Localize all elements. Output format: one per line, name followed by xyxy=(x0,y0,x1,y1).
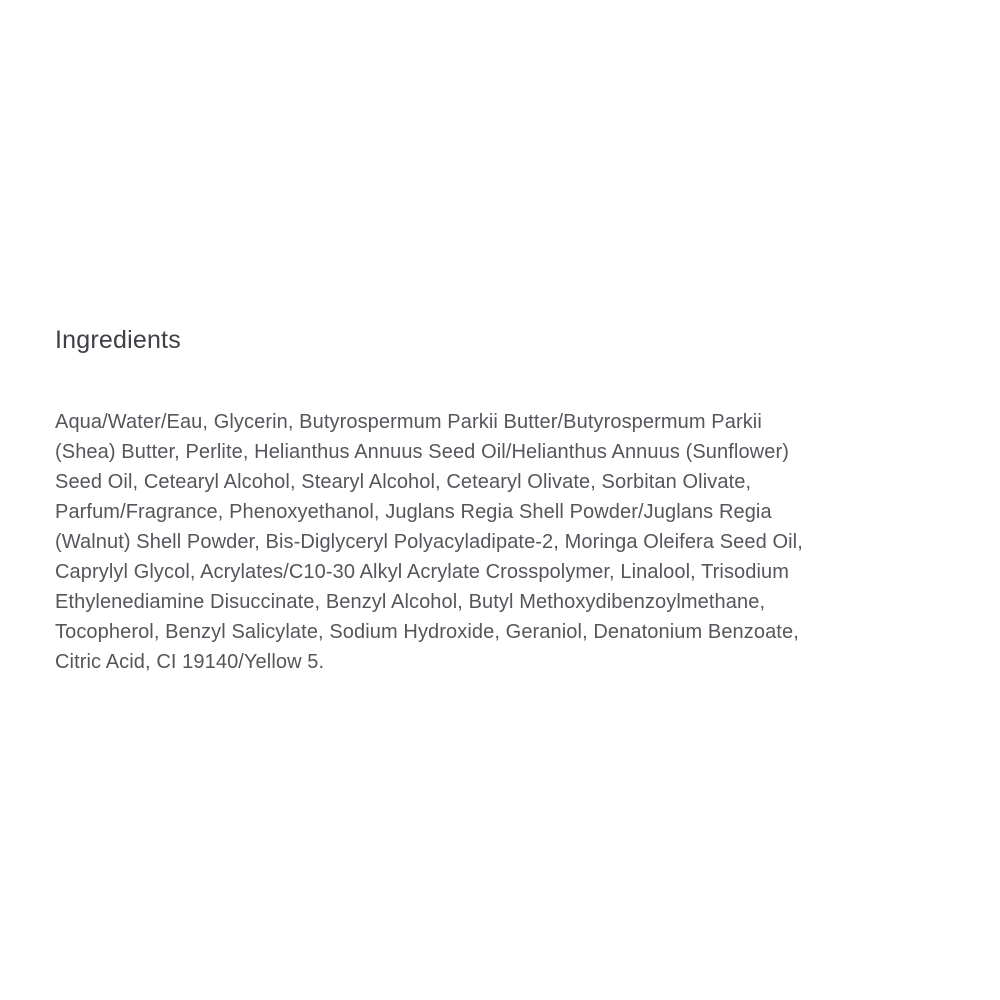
ingredients-line: Ethylenediamine Disuccinate, Benzyl Alcohol, Butyl Methoxydibenzoylmethane, xyxy=(55,591,766,613)
ingredients-line: (Walnut) Shell Powder, Bis-Diglyceryl Polyacyladipate-2, Moringa Oleifera Seed Oil, xyxy=(55,531,803,553)
ingredients-line: Seed Oil, Cetearyl Alcohol, Stearyl Alcohol, Cetearyl Olivate, Sorbitan Olivate, xyxy=(55,471,752,493)
ingredients-line: Parfum/Fragrance, Phenoxyethanol, Juglans Regia Shell Powder/Juglans Regia xyxy=(55,501,772,523)
ingredients-line: Caprylyl Glycol, Acrylates/C10-30 Alkyl Acrylate Crosspolymer, Linalool, Trisodium xyxy=(55,561,790,583)
ingredients-line: (Shea) Butter, Perlite, Helianthus Annuus Seed Oil/Helianthus Annuus (Sunflower) xyxy=(55,441,789,463)
ingredients-heading: Ingredients xyxy=(55,326,181,354)
ingredients-line: Aqua/Water/Eau, Glycerin, Butyrospermum Parkii Butter/Butyrospermum Parkii xyxy=(55,411,762,433)
ingredients-line: Tocopherol, Benzyl Salicylate, Sodium Hydroxide, Geraniol, Denatonium Benzoate, xyxy=(55,621,799,643)
ingredients-line: Citric Acid, CI 19140/Yellow 5. xyxy=(55,651,325,673)
ingredients-text xyxy=(55,407,945,677)
